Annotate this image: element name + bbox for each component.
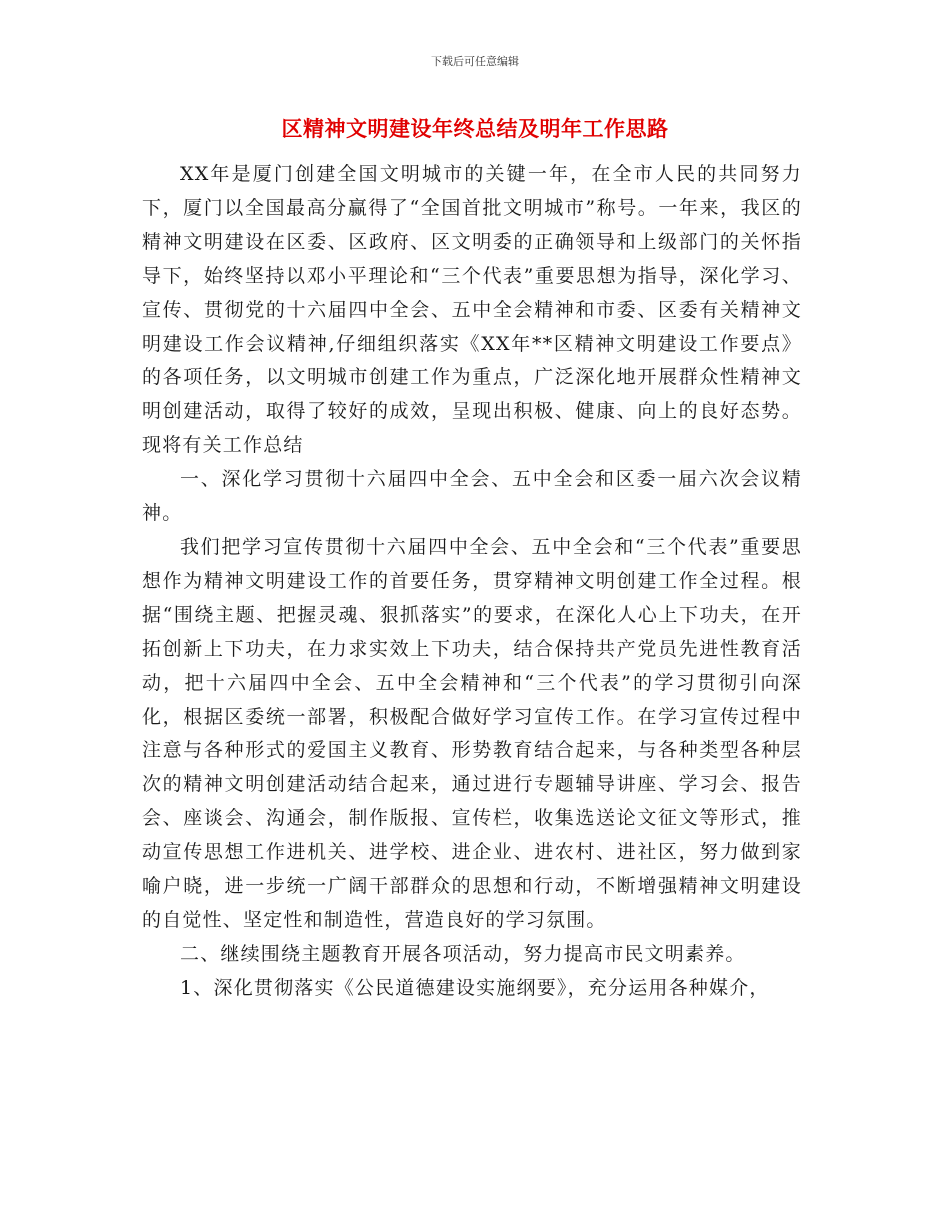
paragraph-intro: XX年是厦门创建全国文明城市的关键一年，在全市人民的共同努力下，厦门以全国最高分赢得了“全国首批文明城市”称号。一年来，我区的精神文明建设在区委、区政府、区文明委的正确领导和上级部门的关怀指导下，始终坚持以邓小平理论和“三个代表”重要思想为指导，深化学习、宣传、贯彻党的十六届四中全会、五中全会精神和市委、区委有关精神文明建设工作会议精神,仔细组织落实《XX年**区精神文明建设工作要点》的各项任务，以文明城市创建工作为重点，广泛深化地开展群众性精神文明创建活动，取得了较好的成效，呈现出积极、健康、向上的良好态势。现将有关工作总结 (142, 163, 802, 457)
document-title: 区精神文明建设年终总结及明年工作思路 (281, 117, 669, 141)
section-heading-2: 二、继续围绕主题教育开展各项活动，努力提高市民文明素养。 (180, 942, 746, 965)
paragraph-item-1: 1、深化贯彻落实《公民道德建设实施纲要》，充分运用各种媒介， (180, 976, 770, 999)
paragraph-section-1: 我们把学习宣传贯彻十六届四中全会、五中全会和“三个代表”重要思想作为精神文明建设工作的首要任务，贯穿精神文明创建工作全过程。根据“围绕主题、把握灵魂、狠抓落实”的要求，在深化人心上下功夫，在开拓创新上下功夫，在力求实效上下功夫，结合保持共产党员先进性教育活动，把十六届四中全会、五中全会精神和“三个代表”的学习贯彻引向深化，根据区委统一部署，积极配合做好学习宣传工作。在学习宣传过程中注意与各种形式的爱国主义教育、形势教育结合起来，与各种类型各种层次的精神文明创建活动结合起来，通过进行专题辅导讲座、学习会、报告会、座谈会、沟通会，制作版报、宣传栏，收集选送论文征文等形式，推动宣传思想工作进机关、进学校、进企业、进农村、进社区，努力做到家喻户晓，进一步统一广阔干部群众的思想和行动，不断增强精神文明建设的自觉性、坚定性和制造性，营造良好的学习氛围。 (142, 535, 802, 931)
document-body (142, 158, 802, 1006)
section-heading-1: 一、深化学习贯彻十六届四中全会、五中全会和区委一届六次会议精神。 (142, 468, 802, 525)
header-note: 下载后可任意编辑 (431, 55, 519, 68)
